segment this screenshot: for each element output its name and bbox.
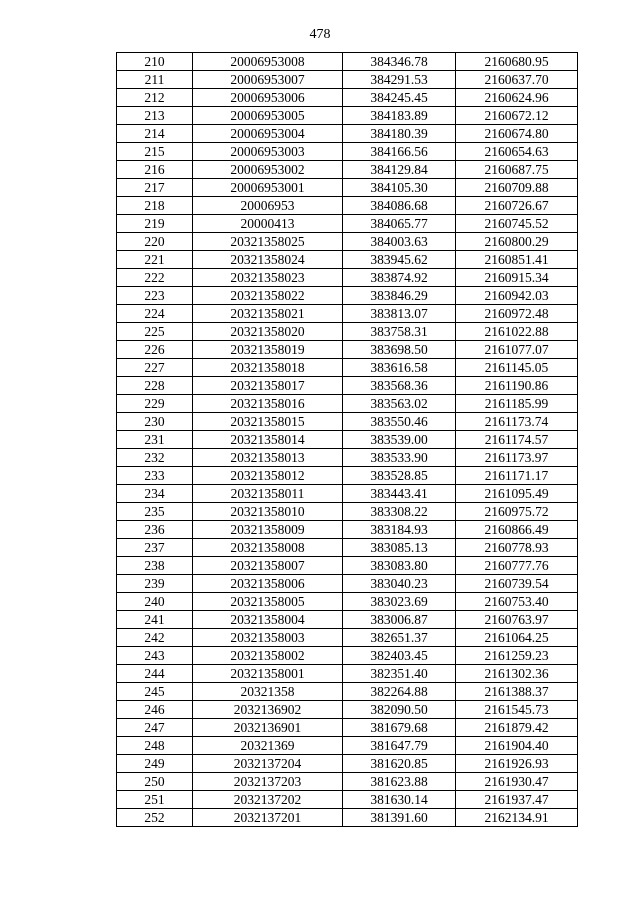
x-coordinate-cell: 383874.92 xyxy=(343,269,456,287)
table-row xyxy=(117,323,578,341)
row-index-cell: 242 xyxy=(117,629,193,647)
row-index-cell: 217 xyxy=(117,179,193,197)
table-row xyxy=(117,377,578,395)
point-id-cell: 20321358012 xyxy=(193,467,343,485)
row-index-cell: 239 xyxy=(117,575,193,593)
y-coordinate-cell: 2160778.93 xyxy=(456,539,578,557)
y-coordinate-cell: 2161077.07 xyxy=(456,341,578,359)
x-coordinate-cell: 383085.13 xyxy=(343,539,456,557)
point-id-cell: 20006953001 xyxy=(193,179,343,197)
table-row xyxy=(117,719,578,737)
x-coordinate-cell: 384105.30 xyxy=(343,179,456,197)
y-coordinate-cell: 2160672.12 xyxy=(456,107,578,125)
y-coordinate-cell: 2160753.40 xyxy=(456,593,578,611)
point-id-cell: 20321358011 xyxy=(193,485,343,503)
y-coordinate-cell: 2160674.80 xyxy=(456,125,578,143)
row-index-cell: 222 xyxy=(117,269,193,287)
row-index-cell: 215 xyxy=(117,143,193,161)
x-coordinate-cell: 382090.50 xyxy=(343,701,456,719)
table-row xyxy=(117,809,578,827)
point-id-cell: 20006953007 xyxy=(193,71,343,89)
point-id-cell: 20321358002 xyxy=(193,647,343,665)
point-id-cell: 20321358022 xyxy=(193,287,343,305)
y-coordinate-cell: 2160624.96 xyxy=(456,89,578,107)
point-id-cell: 2032136902 xyxy=(193,701,343,719)
table-row xyxy=(117,197,578,215)
point-id-cell: 20321358016 xyxy=(193,395,343,413)
table-row xyxy=(117,269,578,287)
x-coordinate-cell: 382651.37 xyxy=(343,629,456,647)
table-row xyxy=(117,143,578,161)
x-coordinate-cell: 383184.93 xyxy=(343,521,456,539)
row-index-cell: 240 xyxy=(117,593,193,611)
table-row xyxy=(117,359,578,377)
point-id-cell: 20321358015 xyxy=(193,413,343,431)
row-index-cell: 224 xyxy=(117,305,193,323)
table-row xyxy=(117,539,578,557)
y-coordinate-cell: 2161190.86 xyxy=(456,377,578,395)
y-coordinate-cell: 2161879.42 xyxy=(456,719,578,737)
table-row xyxy=(117,431,578,449)
x-coordinate-cell: 382264.88 xyxy=(343,683,456,701)
point-id-cell: 20321358025 xyxy=(193,233,343,251)
y-coordinate-cell: 2161904.40 xyxy=(456,737,578,755)
point-id-cell: 20321358006 xyxy=(193,575,343,593)
row-index-cell: 225 xyxy=(117,323,193,341)
x-coordinate-cell: 384003.63 xyxy=(343,233,456,251)
point-id-cell: 20321358 xyxy=(193,683,343,701)
x-coordinate-cell: 383443.41 xyxy=(343,485,456,503)
x-coordinate-cell: 381647.79 xyxy=(343,737,456,755)
row-index-cell: 241 xyxy=(117,611,193,629)
y-coordinate-cell: 2160763.97 xyxy=(456,611,578,629)
x-coordinate-cell: 384183.89 xyxy=(343,107,456,125)
row-index-cell: 230 xyxy=(117,413,193,431)
y-coordinate-cell: 2160972.48 xyxy=(456,305,578,323)
point-id-cell: 20321358019 xyxy=(193,341,343,359)
table-row xyxy=(117,557,578,575)
point-id-cell: 20321358009 xyxy=(193,521,343,539)
y-coordinate-cell: 2160777.76 xyxy=(456,557,578,575)
y-coordinate-cell: 2160866.49 xyxy=(456,521,578,539)
point-id-cell: 20321358021 xyxy=(193,305,343,323)
table-row xyxy=(117,395,578,413)
point-id-cell: 20321358023 xyxy=(193,269,343,287)
table-row xyxy=(117,179,578,197)
row-index-cell: 216 xyxy=(117,161,193,179)
table-row xyxy=(117,665,578,683)
y-coordinate-cell: 2160637.70 xyxy=(456,71,578,89)
point-id-cell: 20006953005 xyxy=(193,107,343,125)
row-index-cell: 223 xyxy=(117,287,193,305)
y-coordinate-cell: 2161022.88 xyxy=(456,323,578,341)
table-row xyxy=(117,593,578,611)
x-coordinate-cell: 381630.14 xyxy=(343,791,456,809)
table-row xyxy=(117,449,578,467)
row-index-cell: 247 xyxy=(117,719,193,737)
point-id-cell: 20321358007 xyxy=(193,557,343,575)
table-row xyxy=(117,467,578,485)
row-index-cell: 226 xyxy=(117,341,193,359)
x-coordinate-cell: 383945.62 xyxy=(343,251,456,269)
table-row xyxy=(117,89,578,107)
row-index-cell: 236 xyxy=(117,521,193,539)
row-index-cell: 210 xyxy=(117,53,193,71)
row-index-cell: 251 xyxy=(117,791,193,809)
row-index-cell: 231 xyxy=(117,431,193,449)
point-id-cell: 20321358013 xyxy=(193,449,343,467)
y-coordinate-cell: 2161064.25 xyxy=(456,629,578,647)
x-coordinate-cell: 384166.56 xyxy=(343,143,456,161)
x-coordinate-cell: 381620.85 xyxy=(343,755,456,773)
table-row xyxy=(117,575,578,593)
x-coordinate-cell: 383616.58 xyxy=(343,359,456,377)
row-index-cell: 249 xyxy=(117,755,193,773)
point-id-cell: 20321358001 xyxy=(193,665,343,683)
y-coordinate-cell: 2161174.57 xyxy=(456,431,578,449)
y-coordinate-cell: 2161095.49 xyxy=(456,485,578,503)
y-coordinate-cell: 2161171.17 xyxy=(456,467,578,485)
table-row xyxy=(117,233,578,251)
x-coordinate-cell: 383083.80 xyxy=(343,557,456,575)
y-coordinate-cell: 2160942.03 xyxy=(456,287,578,305)
x-coordinate-cell: 381391.60 xyxy=(343,809,456,827)
row-index-cell: 220 xyxy=(117,233,193,251)
table-row xyxy=(117,413,578,431)
point-id-cell: 20006953 xyxy=(193,197,343,215)
point-id-cell: 20321358024 xyxy=(193,251,343,269)
table-row xyxy=(117,647,578,665)
point-id-cell: 20000413 xyxy=(193,215,343,233)
y-coordinate-cell: 2161259.23 xyxy=(456,647,578,665)
x-coordinate-cell: 383846.29 xyxy=(343,287,456,305)
row-index-cell: 212 xyxy=(117,89,193,107)
y-coordinate-cell: 2161173.97 xyxy=(456,449,578,467)
x-coordinate-cell: 381623.88 xyxy=(343,773,456,791)
y-coordinate-cell: 2161388.37 xyxy=(456,683,578,701)
row-index-cell: 245 xyxy=(117,683,193,701)
table-row xyxy=(117,791,578,809)
x-coordinate-cell: 383698.50 xyxy=(343,341,456,359)
point-id-cell: 20321358014 xyxy=(193,431,343,449)
point-id-cell: 2032137202 xyxy=(193,791,343,809)
x-coordinate-cell: 382351.40 xyxy=(343,665,456,683)
table-row xyxy=(117,305,578,323)
y-coordinate-cell: 2160975.72 xyxy=(456,503,578,521)
y-coordinate-cell: 2161930.47 xyxy=(456,773,578,791)
table-row xyxy=(117,683,578,701)
row-index-cell: 243 xyxy=(117,647,193,665)
point-id-cell: 20006953006 xyxy=(193,89,343,107)
x-coordinate-cell: 384086.68 xyxy=(343,197,456,215)
point-id-cell: 20006953002 xyxy=(193,161,343,179)
x-coordinate-cell: 383023.69 xyxy=(343,593,456,611)
row-index-cell: 232 xyxy=(117,449,193,467)
point-id-cell: 20006953004 xyxy=(193,125,343,143)
row-index-cell: 213 xyxy=(117,107,193,125)
table-row xyxy=(117,629,578,647)
point-id-cell: 20321358005 xyxy=(193,593,343,611)
table-row xyxy=(117,161,578,179)
y-coordinate-cell: 2160687.75 xyxy=(456,161,578,179)
row-index-cell: 237 xyxy=(117,539,193,557)
table-row xyxy=(117,53,578,71)
row-index-cell: 214 xyxy=(117,125,193,143)
x-coordinate-cell: 381679.68 xyxy=(343,719,456,737)
table-row xyxy=(117,611,578,629)
row-index-cell: 238 xyxy=(117,557,193,575)
x-coordinate-cell: 384180.39 xyxy=(343,125,456,143)
point-id-cell: 20321358018 xyxy=(193,359,343,377)
row-index-cell: 229 xyxy=(117,395,193,413)
x-coordinate-cell: 384245.45 xyxy=(343,89,456,107)
y-coordinate-cell: 2161926.93 xyxy=(456,755,578,773)
point-id-cell: 20321358008 xyxy=(193,539,343,557)
y-coordinate-cell: 2160680.95 xyxy=(456,53,578,71)
x-coordinate-cell: 383568.36 xyxy=(343,377,456,395)
table-row xyxy=(117,215,578,233)
point-id-cell: 20321358003 xyxy=(193,629,343,647)
point-id-cell: 2032137201 xyxy=(193,809,343,827)
y-coordinate-cell: 2161937.47 xyxy=(456,791,578,809)
page-number: 478 xyxy=(309,27,331,42)
y-coordinate-cell: 2160739.54 xyxy=(456,575,578,593)
table-row xyxy=(117,503,578,521)
table-row xyxy=(117,701,578,719)
x-coordinate-cell: 383040.23 xyxy=(343,575,456,593)
table-row xyxy=(117,287,578,305)
y-coordinate-cell: 2161145.05 xyxy=(456,359,578,377)
point-id-cell: 20006953003 xyxy=(193,143,343,161)
row-index-cell: 218 xyxy=(117,197,193,215)
y-coordinate-cell: 2160745.52 xyxy=(456,215,578,233)
point-id-cell: 20321358020 xyxy=(193,323,343,341)
y-coordinate-cell: 2162134.91 xyxy=(456,809,578,827)
table-row xyxy=(117,485,578,503)
row-index-cell: 252 xyxy=(117,809,193,827)
row-index-cell: 235 xyxy=(117,503,193,521)
row-index-cell: 233 xyxy=(117,467,193,485)
x-coordinate-cell: 384346.78 xyxy=(343,53,456,71)
point-id-cell: 20006953008 xyxy=(193,53,343,71)
row-index-cell: 221 xyxy=(117,251,193,269)
row-index-cell: 248 xyxy=(117,737,193,755)
table-row xyxy=(117,737,578,755)
point-id-cell: 20321358004 xyxy=(193,611,343,629)
row-index-cell: 246 xyxy=(117,701,193,719)
table-row xyxy=(117,107,578,125)
y-coordinate-cell: 2160800.29 xyxy=(456,233,578,251)
table-row xyxy=(117,251,578,269)
table-row xyxy=(117,755,578,773)
x-coordinate-cell: 383563.02 xyxy=(343,395,456,413)
point-id-cell: 20321358017 xyxy=(193,377,343,395)
y-coordinate-cell: 2160726.67 xyxy=(456,197,578,215)
coordinates-table xyxy=(116,52,578,827)
point-id-cell: 2032136901 xyxy=(193,719,343,737)
table-row xyxy=(117,773,578,791)
point-id-cell: 20321369 xyxy=(193,737,343,755)
y-coordinate-cell: 2160915.34 xyxy=(456,269,578,287)
y-coordinate-cell: 2160709.88 xyxy=(456,179,578,197)
row-index-cell: 211 xyxy=(117,71,193,89)
y-coordinate-cell: 2161545.73 xyxy=(456,701,578,719)
row-index-cell: 227 xyxy=(117,359,193,377)
x-coordinate-cell: 383006.87 xyxy=(343,611,456,629)
table-row xyxy=(117,341,578,359)
y-coordinate-cell: 2161185.99 xyxy=(456,395,578,413)
point-id-cell: 2032137204 xyxy=(193,755,343,773)
x-coordinate-cell: 383308.22 xyxy=(343,503,456,521)
row-index-cell: 250 xyxy=(117,773,193,791)
x-coordinate-cell: 383539.00 xyxy=(343,431,456,449)
table-row xyxy=(117,521,578,539)
row-index-cell: 244 xyxy=(117,665,193,683)
x-coordinate-cell: 383550.46 xyxy=(343,413,456,431)
x-coordinate-cell: 383758.31 xyxy=(343,323,456,341)
x-coordinate-cell: 384291.53 xyxy=(343,71,456,89)
point-id-cell: 20321358010 xyxy=(193,503,343,521)
y-coordinate-cell: 2160654.63 xyxy=(456,143,578,161)
table-row xyxy=(117,71,578,89)
y-coordinate-cell: 2161302.36 xyxy=(456,665,578,683)
y-coordinate-cell: 2160851.41 xyxy=(456,251,578,269)
coordinates-table-body xyxy=(117,53,578,827)
row-index-cell: 234 xyxy=(117,485,193,503)
y-coordinate-cell: 2161173.74 xyxy=(456,413,578,431)
x-coordinate-cell: 382403.45 xyxy=(343,647,456,665)
x-coordinate-cell: 384065.77 xyxy=(343,215,456,233)
row-index-cell: 228 xyxy=(117,377,193,395)
x-coordinate-cell: 383813.07 xyxy=(343,305,456,323)
x-coordinate-cell: 383528.85 xyxy=(343,467,456,485)
point-id-cell: 2032137203 xyxy=(193,773,343,791)
x-coordinate-cell: 383533.90 xyxy=(343,449,456,467)
table-row xyxy=(117,125,578,143)
row-index-cell: 219 xyxy=(117,215,193,233)
x-coordinate-cell: 384129.84 xyxy=(343,161,456,179)
